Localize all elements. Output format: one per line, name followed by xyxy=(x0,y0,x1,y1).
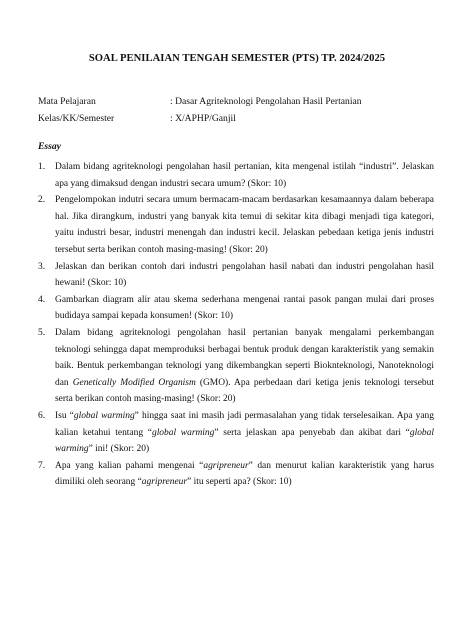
question-text-part: ” itu seperti apa? (Skor: 10) xyxy=(187,477,292,488)
question-text xyxy=(55,408,434,458)
question-text-part: ” serta jelaskan apa penyebab dan akibat dari “ xyxy=(214,427,410,438)
subject-value: : Dasar Agriteknologi Pengolahan Hasil Pertanian xyxy=(170,96,362,107)
page-title: SOAL PENILAIAN TENGAH SEMESTER (PTS) TP. 2024/2025 xyxy=(88,53,386,64)
question-text-part: (GMO). Apa perbedaan dari ketiga jenis teknologi tersebut serta berikan contoh masing-masing! (Skor: 20) xyxy=(55,377,434,405)
question-text-italic: agripreneur xyxy=(203,460,249,471)
question-item xyxy=(38,159,434,192)
question-text-part: Jelaskan dan berikan contoh dari industri pengolahan hasil nabati dan industri pengolahan hasil hewani! (Skor: 10) xyxy=(55,261,434,289)
question-text-part: ” ini! (Skor: 20) xyxy=(88,444,150,455)
question-number: 3. xyxy=(38,261,46,272)
question-number: 1. xyxy=(38,162,46,172)
question-text xyxy=(55,458,434,491)
question-text xyxy=(55,292,434,325)
question-item xyxy=(38,192,434,258)
question-text-italic: global warming xyxy=(55,427,434,455)
question-text-part: Pengelompokan indutri secara umum bermacam-macam berdasarkan kesamaannya dalam beberapa hal. Jika dirangkum, industri yang banyak kita temui di sekitar kita dibagi menjadi tiga kategori, yaitu industri besar, industri menengah dan industri kecil. Jelaskan pebedaan ketiga jenis industri tersebut serta berikan contoh masing-masing! (Skor: 20) xyxy=(55,195,434,255)
question-text-part: ” hingga saat ini masih jadi permasalahan yang tidak terselesaikan. Apa yang kalian ketahui tentang “ xyxy=(55,410,434,438)
question-item xyxy=(38,325,434,408)
question-text-part: Apa yang kalian pahami mengenai “ xyxy=(55,460,204,471)
question-text xyxy=(55,259,434,292)
question-text xyxy=(55,325,434,408)
class-value: : X/APHP/Ganjil xyxy=(170,113,236,124)
question-number: 7. xyxy=(38,460,46,471)
question-number: 4. xyxy=(38,294,46,305)
question-text-italic: global warming xyxy=(151,427,215,438)
question-list xyxy=(38,159,434,491)
question-text xyxy=(55,192,434,258)
subject-label: Mata Pelajaran xyxy=(38,96,96,107)
question-number: 6. xyxy=(38,410,46,421)
question-text-part: Gambarkan diagram alir atau skema sederhana mengenai rantai pasok pangan mulai dari proses budidaya sampai kepada konsumen! (Skor: 10) xyxy=(55,294,434,322)
section-heading: Essay xyxy=(38,141,61,152)
class-label: Kelas/KK/Semester xyxy=(38,113,115,124)
question-text xyxy=(55,159,434,192)
question-text-italic: agripreneur xyxy=(141,477,188,488)
question-item xyxy=(38,458,434,491)
question-number: 5. xyxy=(38,327,46,338)
question-item xyxy=(38,408,434,458)
question-number: 2. xyxy=(38,195,46,206)
question-item xyxy=(38,259,434,292)
question-text-part: Dalam bidang agriteknologi pengolahan hasil pertanian banyak mengalami perkembangan teknologi sehingga dapat memproduksi berbagai bentuk produk dengan karakteristik yang semakin baik. Bentuk perkembangan teknologi yang dikembangkan seperti Bioknteknologi, Nanoteknologi dan xyxy=(55,327,434,388)
question-text-part: ” dan menurut kalian karakteristik yang harus dimiliki oleh seorang “ xyxy=(55,460,434,488)
question-text-part: Dalam bidang agriteknologi pengolahan hasil pertanian, kita mengenal istilah “industri”. Jelaskan apa yang dimaksud dengan industri secara umum? (Skor: 10) xyxy=(55,162,434,189)
question-item xyxy=(38,292,434,325)
question-text-part: Isu “ xyxy=(55,410,74,421)
question-text-italic: Genetically Modified Organism xyxy=(72,377,196,388)
question-text-italic: global warming xyxy=(73,410,135,421)
